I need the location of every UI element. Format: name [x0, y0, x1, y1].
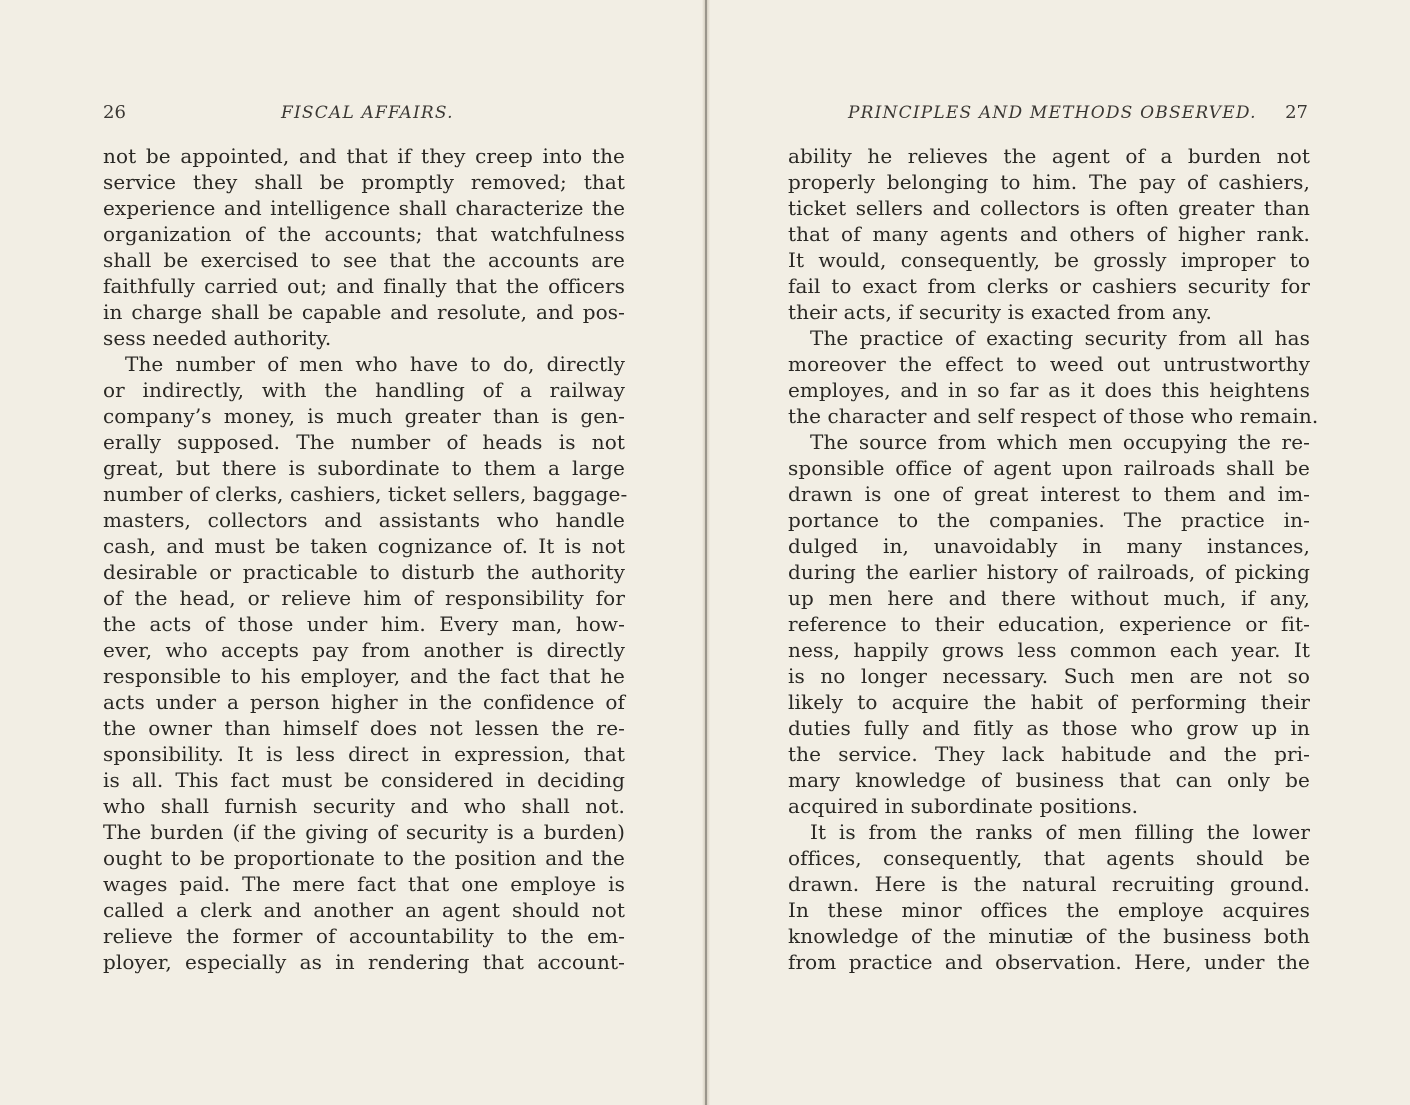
- text-line: shall be exercised to see that the accounts are: [103, 248, 625, 272]
- text-line: fail to exact from clerks or cashiers security for: [788, 274, 1310, 298]
- text-line: ticket sellers and collectors is often greater than: [788, 196, 1310, 220]
- text-line: company’s money, is much greater than is gen-: [103, 404, 625, 428]
- text-line: that of many agents and others of higher rank.: [788, 222, 1310, 246]
- text-line: drawn. Here is the natural recruiting ground.: [788, 872, 1310, 896]
- text-line: sponsible office of agent upon railroads shall be: [788, 456, 1310, 480]
- text-line: faithfully carried out; and finally that the officers: [103, 274, 625, 298]
- page-number: 26: [103, 102, 126, 123]
- text-line: In these minor offices the employe acquires: [788, 898, 1310, 922]
- text-line: service they shall be promptly removed; that: [103, 170, 625, 194]
- text-line: employes, and in so far as it does this heightens: [788, 378, 1310, 402]
- text-line: ought to be proportionate to the position and the: [103, 846, 625, 870]
- text-line: of the head, or relieve him of responsibility for: [103, 586, 625, 610]
- text-line: erally supposed. The number of heads is not: [103, 430, 625, 454]
- text-line: sponsibility. It is less direct in expression, that: [103, 742, 625, 766]
- text-line: ployer, especially as in rendering that account-: [103, 950, 625, 974]
- page-number: 27: [1285, 102, 1308, 123]
- text-line: ability he relieves the agent of a burden not: [788, 144, 1310, 168]
- text-line: great, but there is subordinate to them a large: [103, 456, 625, 480]
- paragraph-start-line: The number of men who have to do, directly: [125, 352, 625, 376]
- right-running-head: [788, 100, 1308, 126]
- running-head-title: PRINCIPLES AND METHODS OBSERVED.: [848, 103, 1257, 123]
- text-line: knowledge of the minutiæ of the business both: [788, 924, 1310, 948]
- text-line: ever, who accepts pay from another is directly: [103, 638, 625, 662]
- text-line: the owner than himself does not lessen the re-: [103, 716, 625, 740]
- text-line: dulged in, unavoidably in many instances,: [788, 534, 1310, 558]
- text-line: cash, and must be taken cognizance of. It is not: [103, 534, 625, 558]
- left-body-text: [103, 143, 628, 975]
- text-line: the service. They lack habitude and the pri-: [788, 742, 1310, 766]
- text-line: the acts of those under him. Every man, how-: [103, 612, 625, 636]
- text-line: is no longer necessary. Such men are not so: [788, 664, 1310, 688]
- text-line: sess needed authority.: [103, 326, 332, 350]
- text-line: who shall furnish security and who shall not.: [103, 794, 625, 818]
- text-line: moreover the effect to weed out untrustworthy: [788, 352, 1310, 376]
- text-line: ness, happily grows less common each year. It: [788, 638, 1310, 662]
- text-line: their acts, if security is exacted from any.: [788, 300, 1213, 324]
- left-running-head: [103, 100, 623, 126]
- text-line: called a clerk and another an agent should not: [103, 898, 625, 922]
- book-gutter: [702, 0, 710, 1105]
- text-line: from practice and observation. Here, under the: [788, 950, 1310, 974]
- text-line: It would, consequently, be grossly improper to: [788, 248, 1310, 272]
- text-line: portance to the companies. The practice in-: [788, 508, 1310, 532]
- paragraph-start-line: The source from which men occupying the re-: [810, 430, 1310, 454]
- text-line: likely to acquire the habit of performing their: [788, 690, 1310, 714]
- text-line: The burden (if the giving of security is a burden): [103, 820, 625, 844]
- right-body-text: [788, 143, 1319, 975]
- running-head-title: FISCAL AFFAIRS.: [281, 103, 454, 123]
- text-line: relieve the former of accountability to the em-: [103, 924, 625, 948]
- text-line: offices, consequently, that agents should be: [788, 846, 1310, 870]
- paragraph-start-line: The practice of exacting security from all has: [810, 326, 1310, 350]
- text-line: duties fully and fitly as those who grow up in: [788, 716, 1310, 740]
- text-line: properly belonging to him. The pay of cashiers,: [788, 170, 1310, 194]
- text-line: drawn is one of great interest to them and im-: [788, 482, 1310, 506]
- text-line: acts under a person higher in the confidence of: [103, 690, 625, 714]
- text-line: responsible to his employer, and the fact that he: [103, 664, 625, 688]
- text-line: the character and self respect of those who remain.: [788, 404, 1319, 428]
- text-line: or indirectly, with the handling of a railway: [103, 378, 625, 402]
- text-line: wages paid. The mere fact that one employe is: [103, 872, 625, 896]
- text-line: experience and intelligence shall characterize the: [103, 196, 625, 220]
- text-line: reference to their education, experience or fit-: [788, 612, 1310, 636]
- text-line: mary knowledge of business that can only be: [788, 768, 1310, 792]
- text-line: organization of the accounts; that watchfulness: [103, 222, 625, 246]
- text-line: is all. This fact must be considered in deciding: [103, 768, 625, 792]
- text-line: number of clerks, cashiers, ticket sellers, baggage-: [103, 482, 628, 506]
- paragraph-start-line: It is from the ranks of men filling the lower: [810, 820, 1310, 844]
- text-line: not be appointed, and that if they creep into the: [103, 144, 625, 168]
- text-line: desirable or practicable to disturb the authority: [103, 560, 625, 584]
- text-line: during the earlier history of railroads, of picking: [788, 560, 1310, 584]
- text-line: acquired in subordinate positions.: [788, 794, 1139, 818]
- text-line: in charge shall be capable and resolute, and pos-: [103, 300, 625, 324]
- text-line: up men here and there without much, if any,: [788, 586, 1310, 610]
- text-line: masters, collectors and assistants who handle: [103, 508, 625, 532]
